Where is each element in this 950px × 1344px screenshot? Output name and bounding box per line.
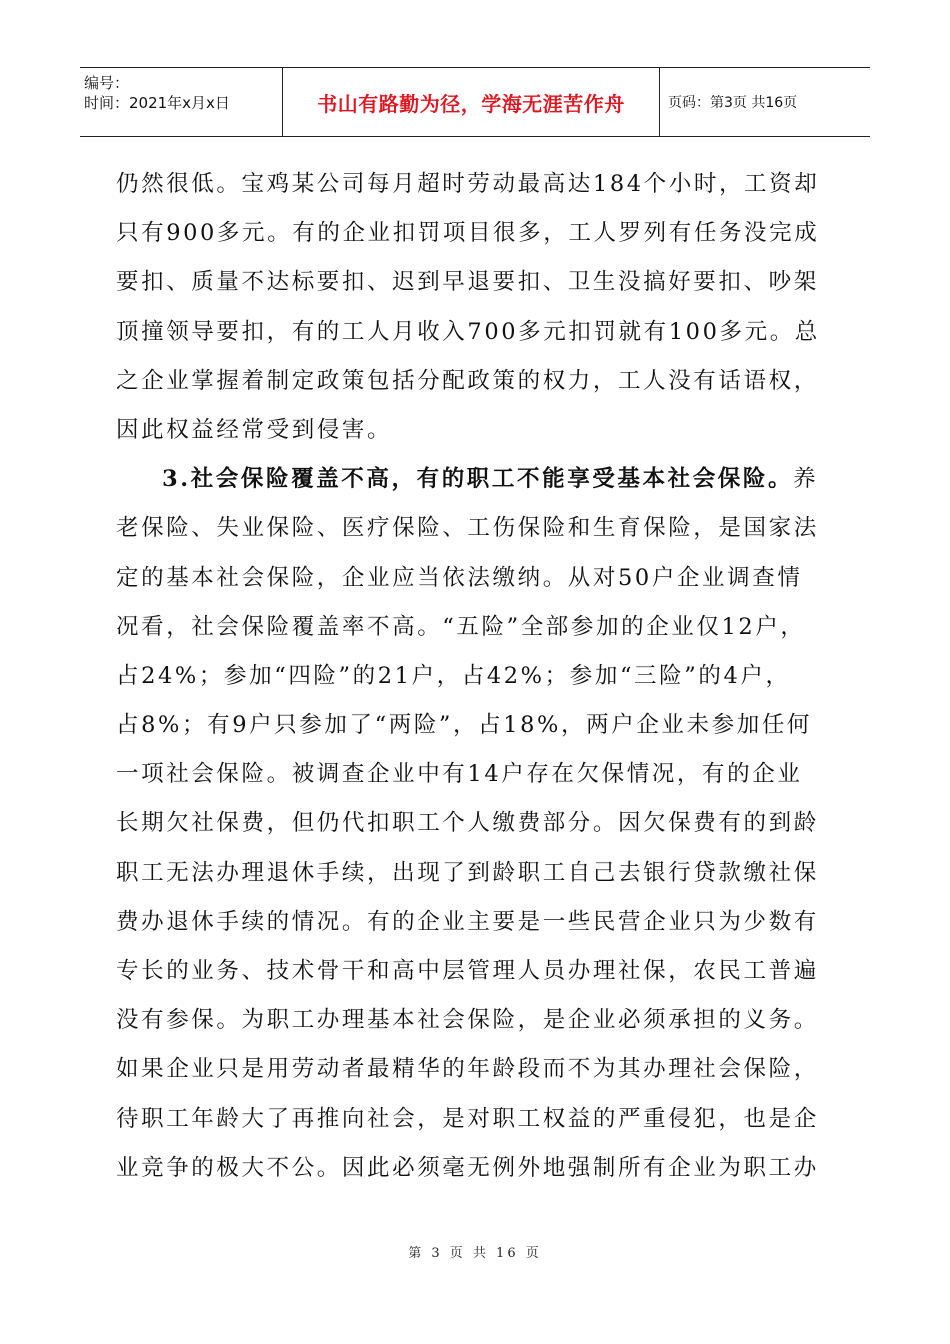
- body-line: 只有900多元。有的企业扣罚项目很多，工人罗列有任务没完成: [116, 220, 820, 247]
- body-line: 占8%；有9户只参加了“两险”，占18%，两户企业未参加任何: [116, 712, 813, 739]
- body-line: 没有参保。为职工办理基本社会保险，是企业必须承担的义务。: [116, 1007, 819, 1034]
- section-heading: 3.社会保险覆盖不高，有的职工不能享受基本社会保险。: [162, 466, 794, 493]
- page-footer: 第 3 页 共 16 页: [408, 1246, 542, 1261]
- body-line: 顶撞领导要扣，有的工人月收入700多元扣罚就有100多元。总: [116, 318, 820, 345]
- number-label: 编号：: [84, 74, 130, 92]
- header-motto: 书山有路勤为径，学海无涯苦作舟: [283, 68, 660, 136]
- header-table: [80, 67, 870, 137]
- document-body: [116, 160, 836, 1193]
- body-line: 业竞争的极大不公。因此必须毫无例外地强制所有企业为职工办: [116, 1154, 819, 1181]
- body-line: 如果企业只是用劳动者最精华的年龄段而不为其办理社会保险，: [116, 1056, 819, 1083]
- body-line: 老保险、失业保险、医疗保险、工伤保险和生育保险，是国家法: [116, 515, 819, 542]
- body-line: 定的基本社会保险，企业应当依法缴纳。从对50户企业调查情: [116, 564, 803, 591]
- section-heading-line: [116, 455, 836, 504]
- body-line: 一项社会保险。被调查企业中有14户存在欠保情况，有的企业: [116, 761, 803, 788]
- section-heading-tail: 养: [793, 466, 819, 493]
- body-line: 要扣、质量不达标要扣、迟到早退要扣、卫生没搞好要扣、吵架: [116, 269, 819, 296]
- body-line: 职工无法办理退休手续，出现了到龄职工自己去银行贷款缴社保: [116, 859, 819, 886]
- header-meta-cell: [80, 68, 283, 136]
- body-line: 仍然很低。宝鸡某公司每月超时劳动最高达184个小时，工资却: [116, 171, 820, 197]
- body-line: 因此权益经常受到侵害。: [116, 416, 393, 443]
- header-page-code: 页码：第3页 共16页: [668, 95, 798, 111]
- time-label: 时间：2021年x月x日: [84, 94, 230, 112]
- body-line: 况看，社会保险覆盖率不高。“五险”全部参加的企业仅12户，: [116, 613, 806, 640]
- body-line: 费办退休手续的情况。有的企业主要是一些民营企业只为少数有: [116, 908, 819, 935]
- body-line: 长期欠社保费，但仍代扣职工个人缴费部分。因欠保费有的到龄: [116, 810, 819, 837]
- body-line: 专长的业务、技术骨干和高中层管理人员办理社保，农民工普遍: [116, 958, 819, 984]
- body-line: 之企业掌握着制定政策包括分配政策的权力，工人没有话语权，: [116, 367, 819, 394]
- body-line: 占24%；参加“四险”的21户，占42%；参加“三险”的4户，: [116, 662, 791, 689]
- body-line: 待职工年龄大了再推向社会，是对职工权益的严重侵犯，也是企: [116, 1105, 819, 1132]
